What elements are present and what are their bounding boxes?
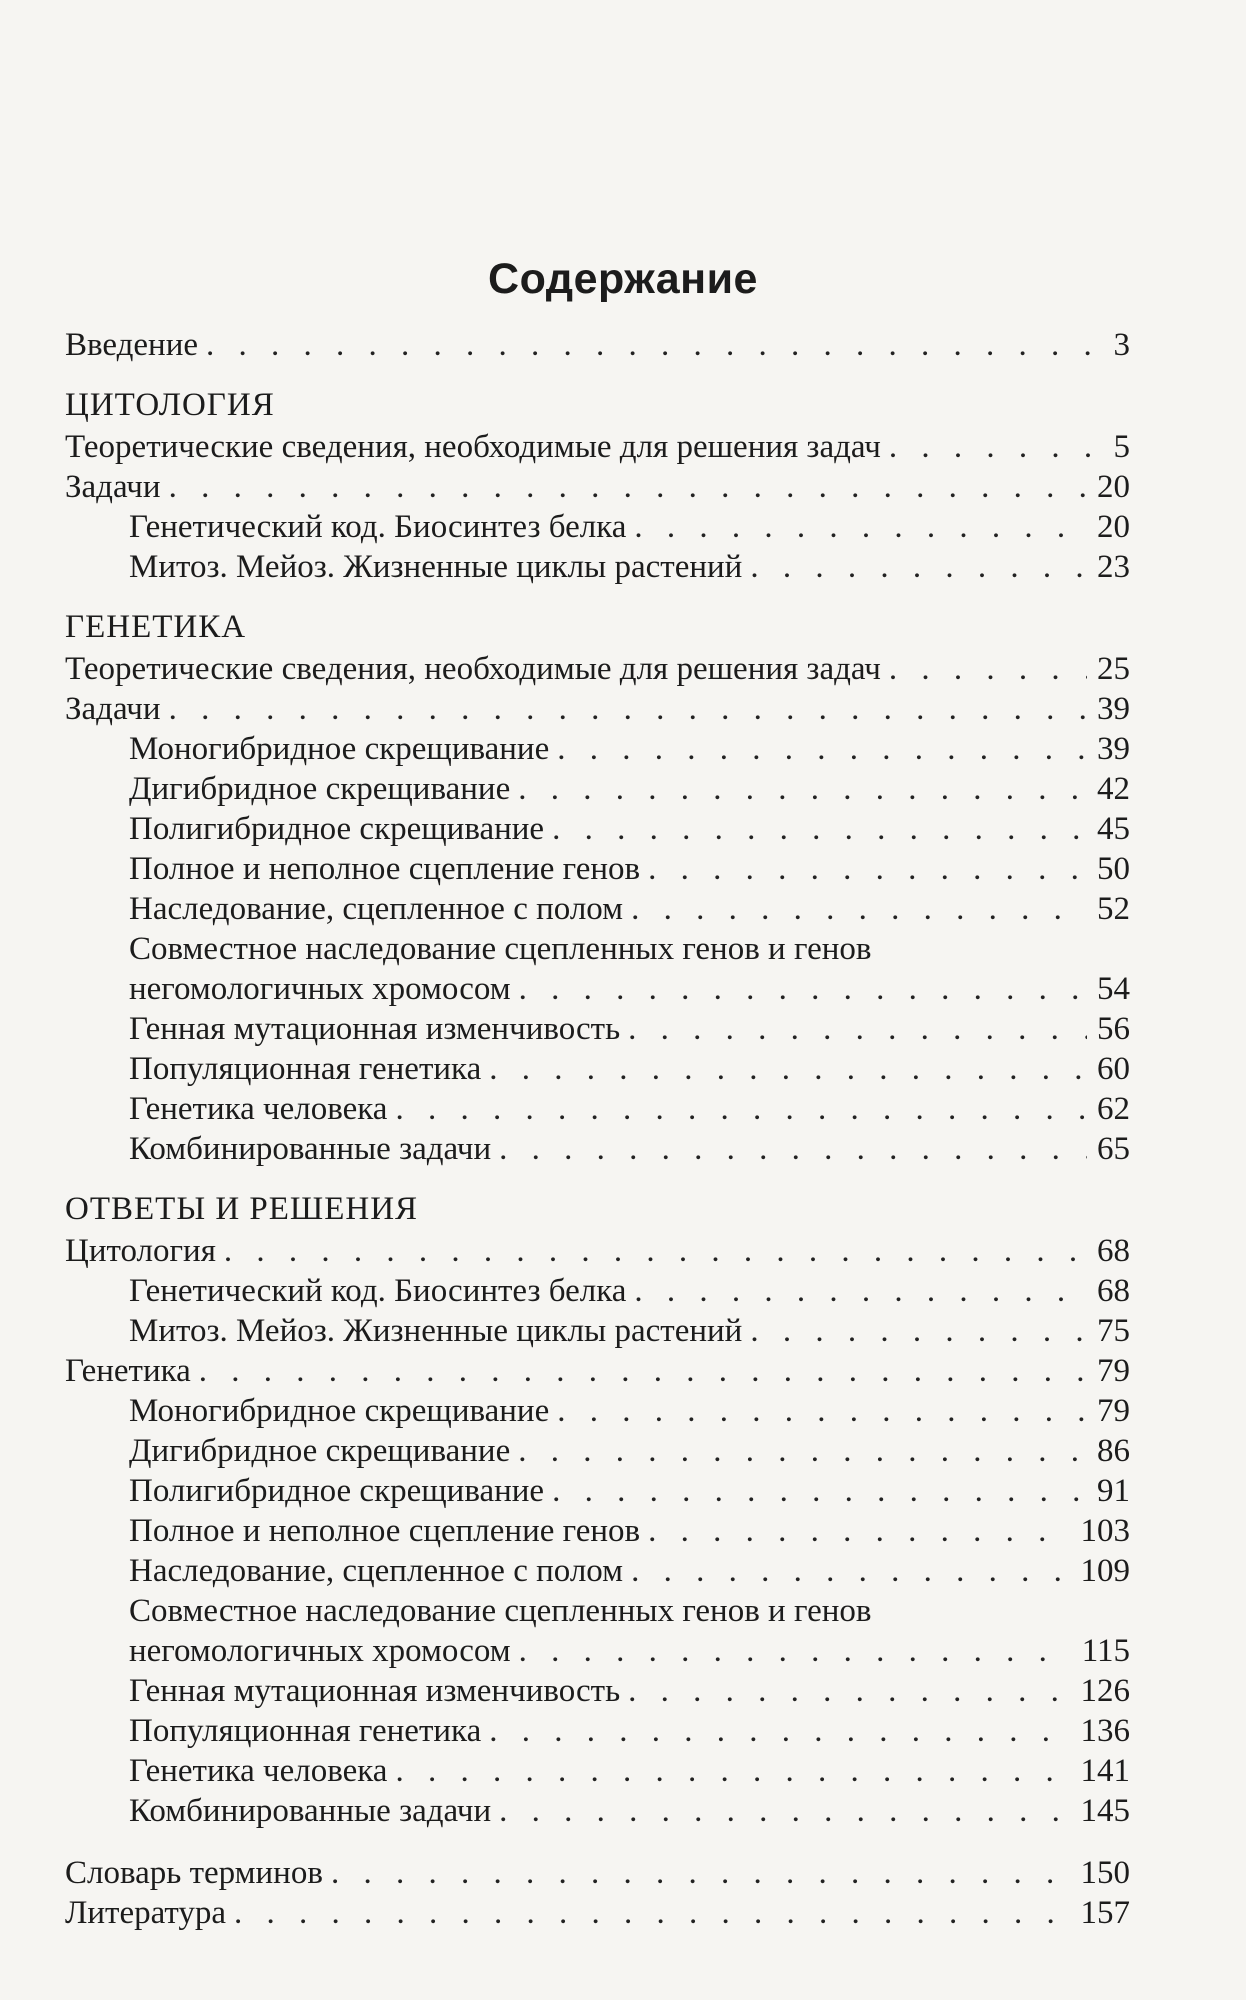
toc-entry-intro — [65, 325, 1130, 365]
toc-label: Комбинированные задачи — [129, 1131, 492, 1167]
toc-page-number: 115 — [1081, 1633, 1130, 1669]
toc-subentry — [65, 729, 1130, 769]
toc-page-number: 25 — [1097, 651, 1130, 687]
toc-subentry — [65, 1471, 1130, 1511]
toc-subentry — [65, 1511, 1130, 1551]
toc-label: Совместное наследование сцепленных генов и генов — [129, 931, 872, 967]
toc-subentry — [65, 1431, 1130, 1471]
leader-dots — [489, 1711, 1070, 1751]
toc-label: Полное и неполное сцепление генов — [129, 851, 641, 887]
table-of-contents — [65, 325, 1130, 1933]
toc-subentry — [65, 809, 1130, 849]
toc-page-number: 5 — [1113, 429, 1130, 465]
toc-entry-genetics-tasks — [65, 689, 1130, 729]
toc-entry-cytology-theory — [65, 427, 1130, 467]
toc-label: Теоретические сведения, необходимые для решения задач — [65, 651, 881, 687]
toc-page-number: 20 — [1097, 509, 1130, 545]
leader-dots — [750, 1311, 1087, 1351]
toc-subentry — [65, 1791, 1130, 1831]
toc-subentry — [65, 1271, 1130, 1311]
toc-label: Полигибридное скрещивание — [129, 811, 545, 847]
toc-page-number: 54 — [1097, 971, 1130, 1007]
leader-dots — [519, 969, 1087, 1009]
toc-entry-answers-genetics — [65, 1351, 1130, 1391]
toc-label: Митоз. Мейоз. Жизненные циклы растений — [129, 1313, 743, 1349]
toc-subentry-line2 — [65, 1631, 1130, 1671]
toc-subentry — [65, 547, 1130, 587]
leader-dots — [489, 1049, 1087, 1089]
toc-label: Генетика — [65, 1353, 191, 1389]
toc-subentry — [65, 1551, 1130, 1591]
toc-label: Генетический код. Биосинтез белка — [129, 1273, 627, 1309]
toc-page-number: 126 — [1080, 1673, 1130, 1709]
toc-label: Теоретические сведения, необходимые для решения задач — [65, 429, 881, 465]
toc-entry-genetics-theory — [65, 649, 1130, 689]
toc-page-number: 75 — [1097, 1313, 1130, 1349]
toc-page-number: 65 — [1097, 1131, 1130, 1167]
leader-dots — [648, 849, 1087, 889]
toc-entry-literature — [65, 1893, 1130, 1933]
leader-dots — [750, 547, 1087, 587]
toc-subentry — [65, 1311, 1130, 1351]
toc-entry-glossary — [65, 1853, 1130, 1893]
leader-dots — [628, 1009, 1087, 1049]
toc-label: Популяционная генетика — [129, 1051, 482, 1087]
leader-dots — [634, 1271, 1087, 1311]
toc-page-number: 109 — [1080, 1553, 1130, 1589]
toc-subentry — [65, 1129, 1130, 1169]
leader-dots — [628, 1671, 1070, 1711]
spacer — [65, 1831, 1130, 1853]
toc-page-number: 52 — [1097, 891, 1130, 927]
leader-dots — [518, 769, 1087, 809]
toc-label: Генетика человека — [129, 1091, 388, 1127]
leader-dots — [234, 1893, 1070, 1933]
toc-page-number: 150 — [1080, 1855, 1130, 1891]
toc-page-number: 23 — [1097, 549, 1130, 585]
toc-subentry-line1 — [65, 929, 1130, 969]
toc-page-number: 103 — [1080, 1513, 1130, 1549]
toc-page-number: 79 — [1097, 1353, 1130, 1389]
toc-subentry-line1 — [65, 1591, 1130, 1631]
toc-subentry — [65, 1671, 1130, 1711]
toc-label: Митоз. Мейоз. Жизненные циклы растений — [129, 549, 743, 585]
toc-entry-cytology-tasks — [65, 467, 1130, 507]
toc-label: негомологичных хромосом — [129, 971, 511, 1007]
leader-dots — [518, 1431, 1087, 1471]
toc-page-number: 62 — [1097, 1091, 1130, 1127]
toc-page-number: 145 — [1080, 1793, 1130, 1829]
toc-page-number: 157 — [1080, 1895, 1130, 1931]
toc-subentry — [65, 1009, 1130, 1049]
toc-page-number: 45 — [1097, 811, 1130, 847]
section-heading-cytology: ЦИТОЛОГИЯ — [65, 387, 275, 423]
toc-label: Дигибридное скрещивание — [129, 771, 511, 807]
toc-label: Литература — [65, 1895, 227, 1931]
toc-label: Полигибридное скрещивание — [129, 1473, 545, 1509]
toc-label: Генная мутационная изменчивость — [129, 1673, 621, 1709]
leader-dots — [631, 889, 1087, 929]
toc-page-number: 79 — [1097, 1393, 1130, 1429]
toc-subentry — [65, 1751, 1130, 1791]
toc-label: Совместное наследование сцепленных генов и генов — [129, 1593, 872, 1629]
leader-dots — [169, 689, 1087, 729]
toc-label: Задачи — [65, 469, 161, 505]
leader-dots — [206, 325, 1090, 365]
leader-dots — [634, 507, 1087, 547]
leader-dots — [331, 1853, 1071, 1893]
leader-dots — [648, 1511, 1070, 1551]
toc-subentry — [65, 1391, 1130, 1431]
toc-page-number: 50 — [1097, 851, 1130, 887]
leader-dots — [169, 467, 1087, 507]
toc-label: Моногибридное скрещивание — [129, 731, 550, 767]
toc-page-number: 3 — [1113, 327, 1130, 363]
toc-subentry — [65, 1089, 1130, 1129]
toc-label: Полное и неполное сцепление генов — [129, 1513, 641, 1549]
leader-dots — [395, 1089, 1087, 1129]
leader-dots — [499, 1129, 1087, 1169]
toc-page-number: 68 — [1097, 1273, 1130, 1309]
toc-subentry — [65, 1711, 1130, 1751]
toc-label: Генная мутационная изменчивость — [129, 1011, 621, 1047]
toc-label: Задачи — [65, 691, 161, 727]
toc-label: Моногибридное скрещивание — [129, 1393, 550, 1429]
toc-page-number: 60 — [1097, 1051, 1130, 1087]
leader-dots — [557, 1391, 1087, 1431]
leader-dots — [519, 1631, 1072, 1671]
toc-page-number: 141 — [1080, 1753, 1130, 1789]
toc-label: Генетика человека — [129, 1753, 388, 1789]
toc-page-number: 86 — [1097, 1433, 1130, 1469]
toc-label: Наследование, сцепленное с полом — [129, 891, 624, 927]
toc-label: Наследование, сцепленное с полом — [129, 1553, 624, 1589]
page-title: Содержание — [488, 255, 758, 303]
leader-dots — [499, 1791, 1070, 1831]
toc-label: Генетический код. Биосинтез белка — [129, 509, 627, 545]
toc-label: Дигибридное скрещивание — [129, 1433, 511, 1469]
toc-label: негомологичных хромосом — [129, 1633, 511, 1669]
leader-dots — [552, 1471, 1087, 1511]
toc-subentry — [65, 507, 1130, 547]
toc-label: Введение — [65, 327, 199, 363]
toc-subentry — [65, 889, 1130, 929]
section-heading-answers: ОТВЕТЫ И РЕШЕНИЯ — [65, 1191, 419, 1227]
toc-label: Популяционная генетика — [129, 1713, 482, 1749]
toc-subentry — [65, 849, 1130, 889]
toc-page-number: 68 — [1097, 1233, 1130, 1269]
toc-page-number: 39 — [1097, 731, 1130, 767]
toc-page-number: 136 — [1080, 1713, 1130, 1749]
toc-subentry — [65, 769, 1130, 809]
toc-page-number: 42 — [1097, 771, 1130, 807]
toc-label: Словарь терминов — [65, 1855, 323, 1891]
toc-page-number: 20 — [1097, 469, 1130, 505]
toc-subentry — [65, 1049, 1130, 1089]
toc-page-number: 56 — [1097, 1011, 1130, 1047]
leader-dots — [889, 649, 1087, 689]
leader-dots — [631, 1551, 1070, 1591]
leader-dots — [224, 1231, 1087, 1271]
toc-page-number: 91 — [1097, 1473, 1130, 1509]
leader-dots — [889, 427, 1090, 467]
leader-dots — [552, 809, 1087, 849]
section-heading-genetics: ГЕНЕТИКА — [65, 609, 247, 645]
toc-entry-answers-cytology — [65, 1231, 1130, 1271]
toc-label: Комбинированные задачи — [129, 1793, 492, 1829]
toc-label: Цитология — [65, 1233, 216, 1269]
toc-page-number: 39 — [1097, 691, 1130, 727]
leader-dots — [395, 1751, 1070, 1791]
leader-dots — [199, 1351, 1087, 1391]
leader-dots — [557, 729, 1087, 769]
toc-subentry-line2 — [65, 969, 1130, 1009]
